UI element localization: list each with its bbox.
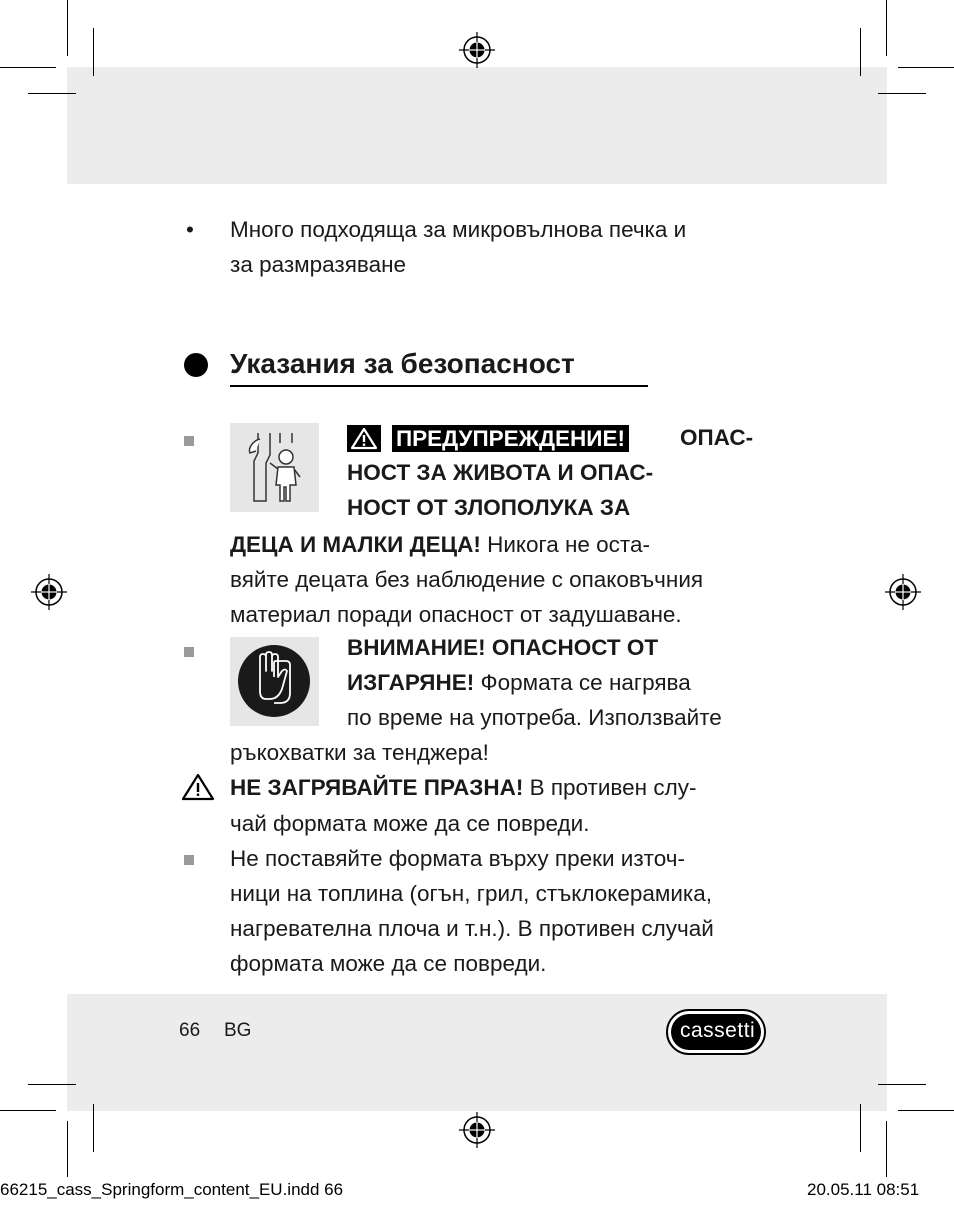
warning1-line-1: ОПАС- [680,425,754,450]
bullet4-line-1: Не поставяйте формата върху преки източ- [230,846,685,871]
oven-gloves-icon [230,637,319,726]
crop-mark [886,1121,887,1177]
child-with-bag-icon [230,423,319,512]
crop-mark [28,1084,76,1085]
crop-mark [878,93,926,94]
warning2-line-1: ВНИМАНИЕ! ОПАСНОСТ ОТ [347,635,659,660]
warning2-line-2-bold: ИЗГАРЯНЕ! [347,670,475,695]
bullet-dot: • [186,217,194,242]
crop-mark [93,28,94,76]
crop-mark [67,1121,68,1177]
page-number: 66 [179,1020,201,1041]
registration-mark-icon [885,574,921,610]
warning-badge: ПРЕДУПРЕЖДЕНИЕ! [392,425,629,452]
crop-mark [886,0,887,56]
bullet-square [184,436,194,446]
warning1-line-4 [230,527,650,562]
registration-mark-icon [459,32,495,68]
warning2-line-2-rest: Формата се нагрява [474,670,691,695]
warning2-line-4: ръкохватки за тенджера! [230,740,489,765]
crop-mark [93,1104,94,1152]
section-title: Указания за безопасност [230,348,575,379]
warning3-line-1-rest: В противен слу- [523,775,697,800]
crop-mark [898,1110,954,1111]
registration-mark-icon [459,1112,495,1148]
warning3-line-1-bold: НЕ ЗАГРЯВАЙТЕ ПРАЗНА! [230,775,524,800]
crop-mark [0,67,56,68]
warning1-line-3: НОСТ ОТ ЗЛОПОЛУКА ЗА [347,495,631,520]
bullet-square [184,647,194,657]
crop-mark [878,1084,926,1085]
warning3-line-1 [230,770,696,805]
crop-mark [0,1110,56,1111]
bottom-band [67,994,887,1111]
file-info: 66215_cass_Springform_content_EU.indd 66 [0,1180,344,1199]
crop-mark [898,67,954,68]
warning1-line-4-rest: Никога не оста- [480,532,650,557]
intro-line-1: Много подходяща за микровълнова печка и [230,217,687,242]
section-title-underline [230,385,648,387]
warning2-line-2 [347,665,691,700]
caution-triangle-icon [181,773,215,801]
crop-mark [860,28,861,76]
language-code: BG [224,1020,252,1041]
section-bullet-dot [184,353,208,377]
crop-mark [28,93,76,94]
warning-triangle-icon [347,425,381,452]
warning2-line-3: по време на употреба. Използвайте [347,705,722,730]
cassetti-logo-text: cassetti [680,1019,756,1042]
top-band [67,67,887,184]
warning1-line-4-bold: ДЕЦА И МАЛКИ ДЕЦА! [230,532,481,557]
crop-mark [860,1104,861,1152]
gloves-pictogram [230,637,319,726]
warning1-line-5: вяйте децата без наблюдение с опаковъчния [230,567,704,592]
warning3-line-2: чай формата може да се повреди. [230,811,590,836]
cassetti-logo [666,1009,766,1055]
intro-line-2: за размразяване [230,252,407,277]
bullet4-line-3: нагревателна плоча и т.н.). В противен случай [230,916,714,941]
bullet4-line-2: ници на топлина (огън, грил, стъклокерамика, [230,881,713,906]
child-safety-pictogram [230,423,319,512]
crop-mark [67,0,68,56]
warning1-line-6: материал поради опасност от задушаване. [230,602,682,627]
print-date-time: 20.05.11 08:51 [807,1180,920,1199]
registration-mark-icon [31,574,67,610]
bullet4-line-4: формата може да се повреди. [230,951,547,976]
warning1-line-2: НОСТ ЗА ЖИВОТА И ОПАС- [347,460,654,485]
bullet-square [184,855,194,865]
